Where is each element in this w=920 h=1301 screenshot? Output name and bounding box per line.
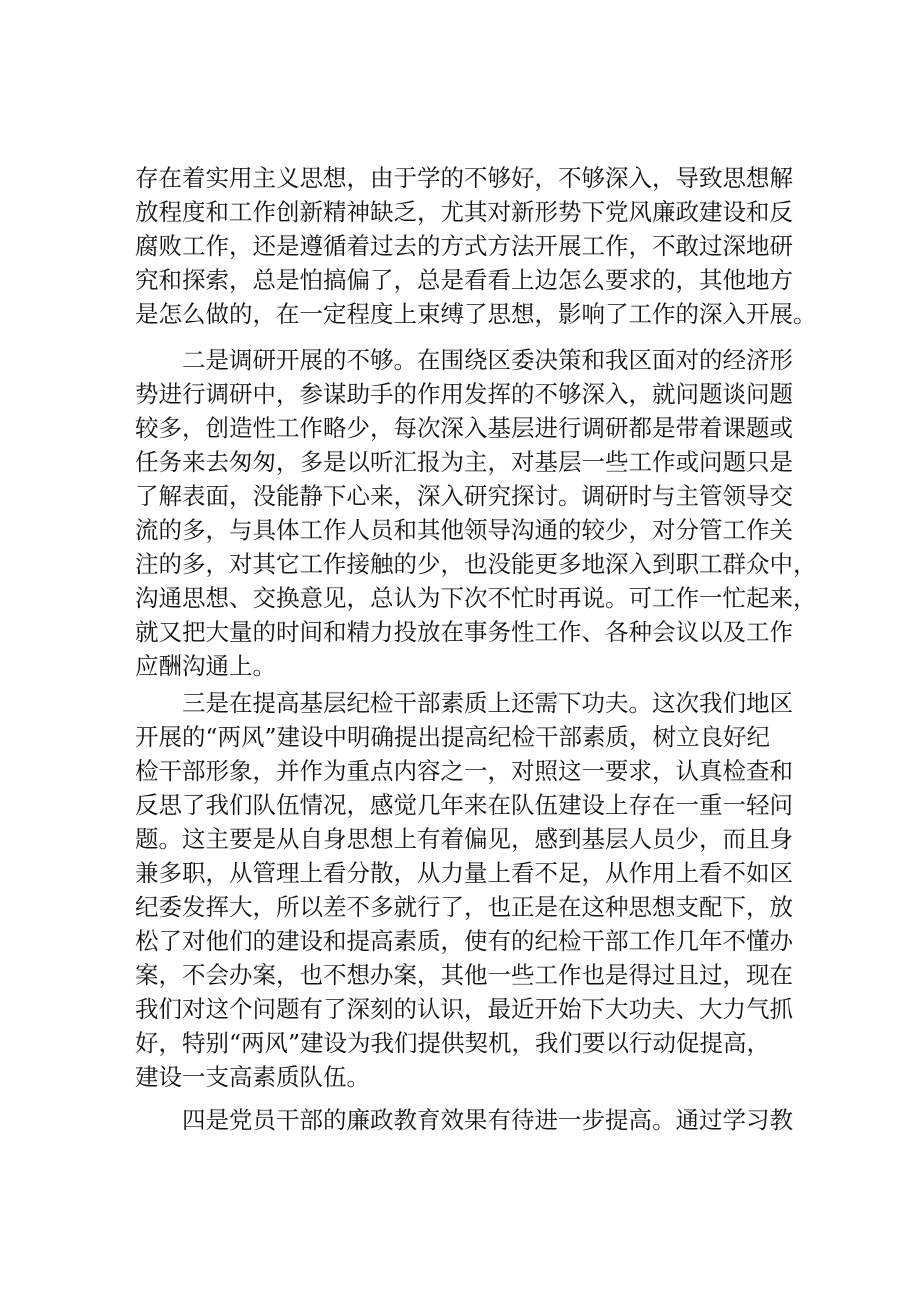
paragraph-line: 检干部形象，并作为重点内容之一，对照这一要求，认真检查和 <box>135 757 793 785</box>
paragraph-line: 存在着实用主义思想，由于学的不够好，不够深入，导致思想解 <box>135 164 793 192</box>
paragraph-line: 建设一支高素质队伍。 <box>135 1063 370 1091</box>
paragraph-line: 反思了我们队伍情况，感觉几年来在队伍建设上存在一重一轻问 <box>135 791 793 819</box>
paragraph-line: 案，不会办案，也不想办案，其他一些工作也是得过且过，现在 <box>135 961 793 989</box>
paragraph-line: 了解表面，没能静下心来，深入研究探讨。调研时与主管领导交 <box>135 482 793 510</box>
paragraph-line: 流的多，与具体工作人员和其他领导沟通的较少，对分管工作关 <box>135 516 793 544</box>
paragraph-line: 题。这主要是从自身思想上有着偏见，感到基层人员少，而且身 <box>135 825 793 853</box>
paragraph-line: 好，特别“两风”建设为我们提供契机，我们要以行动促提高， <box>135 1029 771 1057</box>
paragraph-line: 是怎么做的，在一定程度上束缚了思想，影响了工作的深入开展。 <box>135 300 817 328</box>
paragraph-line: 沟通思想、交换意见，总认为下次不忙时再说。可工作一忙起来， <box>135 584 817 612</box>
paragraph-2 <box>135 343 817 683</box>
paragraph-line: 就又把大量的时间和精力投放在事务性工作、各种会议以及工作 <box>135 618 793 646</box>
paragraph-line: 腐败工作，还是遵循着过去的方式方法开展工作，不敢过深地研 <box>135 232 793 260</box>
paragraph-line: 三是在提高基层纪检干部素质上还需下功夫。这次我们地区 <box>135 689 793 717</box>
paragraph-line: 纪委发挥大，所以差不多就行了，也正是在这种思想支配下，放 <box>135 893 793 921</box>
paragraph-line: 较多，创造性工作略少，每次深入基层进行调研都是带着课题或 <box>135 414 793 442</box>
paragraph-1 <box>135 161 817 331</box>
paragraph-line: 我们对这个问题有了深刻的认识，最近开始下大功夫、大力气抓 <box>135 995 793 1023</box>
paragraph-line: 任务来去匆匆，多是以听汇报为主，对基层一些工作或问题只是 <box>135 448 793 476</box>
paragraph-line: 松了对他们的建设和提高素质，使有的纪检干部工作几年不懂办 <box>135 927 793 955</box>
paragraph-line: 兼多职，从管理上看分散，从力量上看不足，从作用上看不如区 <box>135 859 793 887</box>
paragraph-line: 注的多，对其它工作接触的少，也没能更多地深入到职工群众中， <box>135 550 817 578</box>
paragraph-line: 二是调研开展的不够。在围绕区委决策和我区面对的经济形 <box>135 346 793 374</box>
paragraph-line: 放程度和工作创新精神缺乏，尤其对新形势下党风廉政建设和反 <box>135 198 793 226</box>
paragraph-line: 四是党员干部的廉政教育效果有待进一步提高。通过学习教 <box>135 1106 793 1134</box>
paragraph-4 <box>135 1103 795 1137</box>
paragraph-line: 开展的“两风”建设中明确提出提高纪检干部素质，树立良好纪 <box>135 723 771 751</box>
paragraph-line: 应酬沟通上。 <box>135 652 276 680</box>
paragraph-3 <box>135 686 795 1094</box>
paragraph-line: 究和探索，总是怕搞偏了，总是看看上边怎么要求的，其他地方 <box>135 266 793 294</box>
paragraph-line: 势进行调研中，参谋助手的作用发挥的不够深入，就问题谈问题 <box>135 380 793 408</box>
